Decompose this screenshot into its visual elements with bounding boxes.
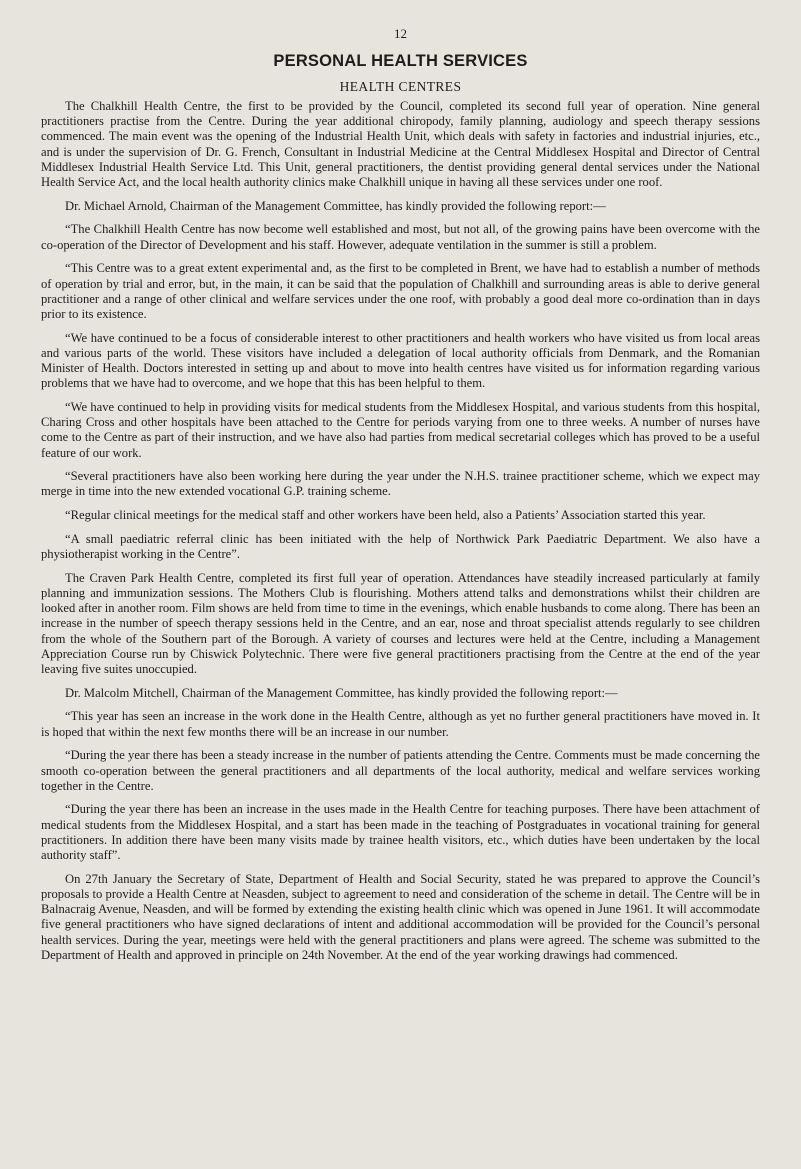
- paragraph: “We have continued to be a focus of considerable interest to other practitioners and health workers who have visited us from local areas and various parts of the world. These visitors have included a delegation of local authority officials from Denmark, and the Romanian Minister of Health. Doctors interested in setting up and about to move into health centres have visited us for information regarding various problems that we have had to overcome, and we hope that this has been helpful to them.: [41, 330, 760, 391]
- paragraph: Dr. Malcolm Mitchell, Chairman of the Management Committee, has kindly provided the following report:—: [65, 685, 618, 700]
- paragraph: “Regular clinical meetings for the medical staff and other workers have been held, also a Patients’ Association started this year.: [65, 508, 706, 523]
- section-heading: PERSONAL HEALTH SERVICES: [273, 52, 528, 70]
- paragraph: The Craven Park Health Centre, completed its first full year of operation. Attendances have steadily increased particularly at family planning and immunization sessions. The Mothers Club is flourishing. Mothers attend talks and demonstrations whilst their children are looked after in another room. Film shows are held from time to time in the evenings, which enable husbands to come along. There has been an increase in the number of speech therapy sessions held in the Centre, and an ear, nose and throat specialist attends regularly to see children from the whole of the Southern part of the Borough. A variety of courses and lectures were held at the Centre, including a Management Appreciation Course run by Chiswick Polytechnic. There were five general practitioners practising from the Centre at the end of the year leaving five suites unoccupied.: [41, 570, 760, 676]
- paragraph: Dr. Michael Arnold, Chairman of the Management Committee, has kindly provided the following report:—: [65, 198, 606, 213]
- paragraph: “We have continued to help in providing visits for medical students from the Middlesex Hospital, and various students from this hospital, Charing Cross and other hospitals have been attached to the Centre for periods varying from one to three weeks. A number of nurses have come to the Centre as part of their instruction, and we have also had parties from medical secretarial colleges which has proved to be a useful feature of our work.: [41, 399, 760, 460]
- section-subheading: HEALTH CENTRES: [339, 79, 462, 94]
- body-text: [41, 99, 760, 963]
- paragraph: “This year has seen an increase in the work done in the Health Centre, although as yet no further general practitioners have moved in. It is hoped that within the next few months there will be an increase in our number.: [41, 709, 760, 739]
- paragraph: On 27th January the Secretary of State, Department of Health and Social Security, stated he was prepared to approve the Council’s proposals to provide a Health Centre at Neasden, subject to agreement to need and consideration of the scheme in detail. The Centre will be in Balnacraig Avenue, Neasden, and will be formed by extending the existing health clinic which was opened in June 1961. It will accommodate five general practitioners who have signed declarations of intent and additional accommodation will be provided for the Council’s personal health services. During the year, meetings were held with the general practitioners and plans were agreed. The scheme was submitted to the Department of Health and approved in principle on 24th November. At the end of the year working drawings had commenced.: [41, 871, 760, 962]
- paragraph: “During the year there has been a steady increase in the number of patients attending the Centre. Comments must be made concerning the smooth co-operation between the general practitioners and all departments of the local authority, medical and welfare services working together in the Centre.: [41, 748, 760, 793]
- page-number: 12: [394, 26, 407, 41]
- paragraph: “This Centre was to a great extent experimental and, as the first to be completed in Brent, we have had to establish a number of methods of operation by trial and error, but, in the main, it can be said that the population of Chalkhill and surrounding areas is able to derive general practitioner and a range of other clinical and welfare services under the one roof, with probably a good deal more co-ordination than in days prior to its existence.: [41, 261, 760, 321]
- paragraph: “Several practitioners have also been working here during the year under the N.H.S. trainee practitioner scheme, which we expect may merge in time into the new extended vocational G.P. training scheme.: [41, 469, 760, 499]
- paragraph: “A small paediatric referral clinic has been initiated with the help of Northwick Park Paediatric Department. We also have a physiotherapist working in the Centre”.: [41, 531, 760, 562]
- paragraph: “During the year there has been an increase in the uses made in the Health Centre for teaching purposes. There have been attachment of medical students from the Middlesex Hospital, and a start has been made in the teaching of Postgraduates in vocational training for general practitioners. In addition there have been many visits made by trainee health visitors, etc., which duties have been undertaken by the local authority staff”.: [41, 802, 760, 863]
- paragraph: The Chalkhill Health Centre, the first to be provided by the Council, completed its second full year of operation. Nine general practitioners practise from the Centre. During the year additional chiropody, family planning, audiology and speech therapy sessions commenced. The main event was the opening of the Industrial Health Unit, which deals with safety in factories and industrial injuries, etc., and is under the supervision of Dr. G. French, Consultant in Industrial Medicine at the Central Middlesex Hospital and Director of Central Middlesex Industrial Health Service Ltd. This Unit, general practitioners, the dentist providing general dental services under the National Health Service Act, and the local health authority clinics make Chalkhill unique in having all these services under one roof.: [41, 99, 760, 190]
- paragraph: “The Chalkhill Health Centre has now become well established and most, but not all, of the growing pains have been overcome with the co-operation of the Director of Development and his staff. However, adequate ventilation in the summer is still a problem.: [41, 222, 760, 252]
